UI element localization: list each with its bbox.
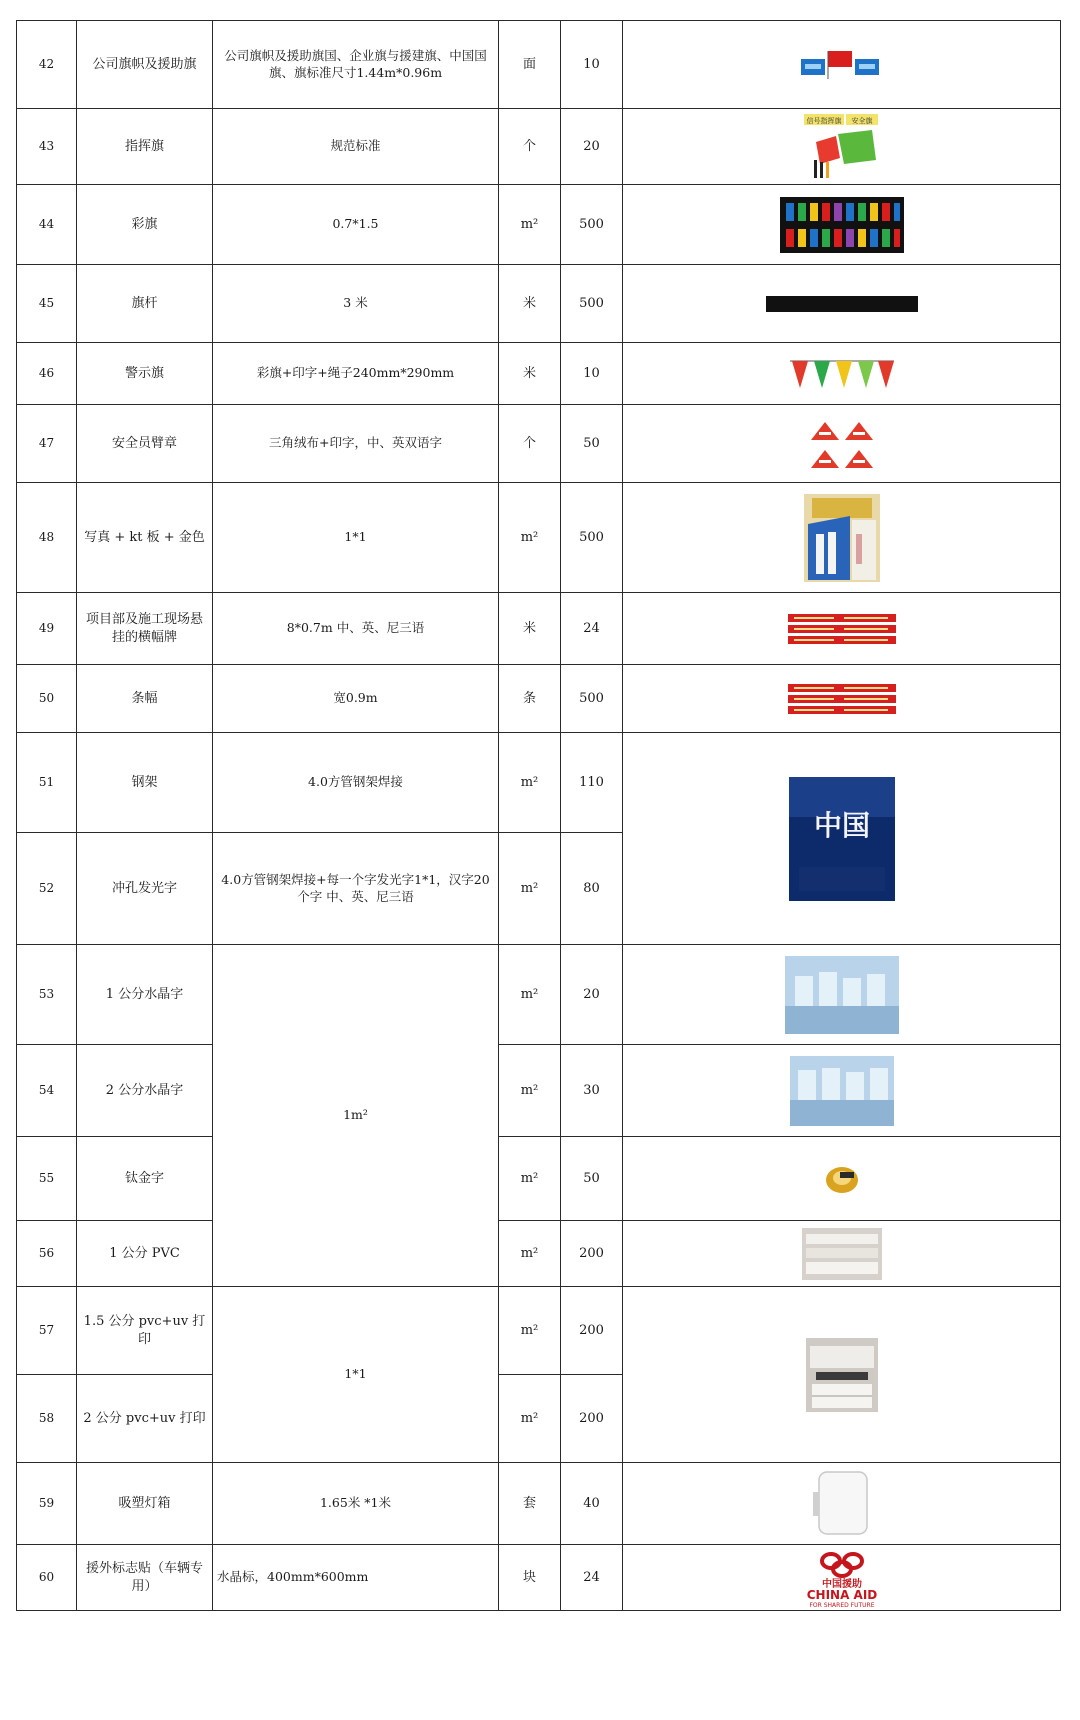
flagpole-image	[766, 294, 918, 314]
table-row	[17, 483, 1061, 593]
item-name: 安全员臂章	[77, 405, 213, 483]
item-unit: 块	[499, 1545, 561, 1611]
armband-image	[807, 414, 877, 474]
item-qty: 10	[561, 343, 623, 405]
uv-printer-image	[806, 1338, 878, 1412]
item-qty: 200	[561, 1287, 623, 1375]
logo-en-text: CHINA AID	[806, 1587, 877, 1602]
table-row	[17, 343, 1061, 405]
table-row	[17, 405, 1061, 483]
item-qty: 110	[561, 733, 623, 833]
item-image-cell	[623, 945, 1061, 1045]
item-name: 旗杆	[77, 265, 213, 343]
table-row	[17, 665, 1061, 733]
item-image-cell	[623, 1287, 1061, 1463]
table-row	[17, 1287, 1061, 1375]
item-spec: 公司旗帜及援助旗国、企业旗与援建旗、中国国旗、旗标准尺寸1.44m*0.96m	[213, 21, 499, 109]
item-name: 1 公分水晶字	[77, 945, 213, 1045]
item-spec: 4.0方管钢架焊接	[213, 733, 499, 833]
item-image-cell	[623, 109, 1061, 185]
row-number: 44	[17, 185, 77, 265]
item-name: 钛金字	[77, 1137, 213, 1221]
item-unit: m²	[499, 1375, 561, 1463]
item-name: 写真 + kt 板 + 金色	[77, 483, 213, 593]
sign-lettering: 中国	[813, 808, 870, 842]
item-spec: 1*1	[213, 1287, 499, 1463]
item-spec: 水晶标，400mm*600mm	[213, 1545, 499, 1611]
item-name: 1.5 公分 pvc+uv 打印	[77, 1287, 213, 1375]
banner-image	[788, 683, 896, 715]
logo-cn-text: 中国援助	[821, 1578, 862, 1590]
row-number: 42	[17, 21, 77, 109]
item-qty: 24	[561, 593, 623, 665]
item-unit: m²	[499, 733, 561, 833]
item-spec: 3 米	[213, 265, 499, 343]
item-unit: m²	[499, 483, 561, 593]
item-name: 彩旗	[77, 185, 213, 265]
item-name: 项目部及施工现场悬挂的横幅牌	[77, 593, 213, 665]
row-number: 55	[17, 1137, 77, 1221]
item-qty: 40	[561, 1463, 623, 1545]
row-number: 56	[17, 1221, 77, 1287]
item-unit: m²	[499, 1287, 561, 1375]
row-number: 57	[17, 1287, 77, 1375]
item-qty: 500	[561, 483, 623, 593]
table-row	[17, 21, 1061, 109]
item-qty: 500	[561, 665, 623, 733]
item-name: 条幅	[77, 665, 213, 733]
item-qty: 10	[561, 21, 623, 109]
item-qty: 500	[561, 185, 623, 265]
item-unit: 个	[499, 109, 561, 185]
item-name: 警示旗	[77, 343, 213, 405]
item-qty: 30	[561, 1045, 623, 1137]
table-row	[17, 185, 1061, 265]
table-row	[17, 1221, 1061, 1287]
row-number: 48	[17, 483, 77, 593]
row-number: 49	[17, 593, 77, 665]
item-image-cell	[623, 1221, 1061, 1287]
item-qty: 500	[561, 265, 623, 343]
item-qty: 24	[561, 1545, 623, 1611]
command-flag-label: 信号指挥旗	[806, 116, 841, 125]
item-unit: m²	[499, 185, 561, 265]
row-number: 50	[17, 665, 77, 733]
table-row	[17, 1463, 1061, 1545]
safety-flag-label: 安全旗	[851, 116, 872, 125]
item-spec: 4.0方管钢架焊接+每一个字发光字1*1，汉字20个字 中、英、尼三语	[213, 833, 499, 945]
item-name: 公司旗帜及援助旗	[77, 21, 213, 109]
row-number: 59	[17, 1463, 77, 1545]
row-number: 45	[17, 265, 77, 343]
item-image-cell	[623, 593, 1061, 665]
item-spec: 1m²	[213, 945, 499, 1287]
table-row	[17, 109, 1061, 185]
item-name: 2 公分水晶字	[77, 1045, 213, 1137]
item-image-cell	[623, 733, 1061, 945]
item-spec: 8*0.7m 中、英、尼三语	[213, 593, 499, 665]
kt-board-image	[804, 494, 880, 582]
titanium-letter-image	[822, 1162, 862, 1196]
item-spec: 0.7*1.5	[213, 185, 499, 265]
item-qty: 20	[561, 109, 623, 185]
item-name: 钢架	[77, 733, 213, 833]
item-unit: 个	[499, 405, 561, 483]
item-unit: 面	[499, 21, 561, 109]
item-spec: 三角绒布+印字，中、英双语字	[213, 405, 499, 483]
banner-image	[788, 613, 896, 645]
item-name: 1 公分 PVC	[77, 1221, 213, 1287]
row-number: 53	[17, 945, 77, 1045]
item-spec: 彩旗+印字+绳子240mm*290mm	[213, 343, 499, 405]
table-row	[17, 1545, 1061, 1611]
item-image-cell	[623, 265, 1061, 343]
item-image-cell	[623, 21, 1061, 109]
item-spec: 1.65米 *1米	[213, 1463, 499, 1545]
row-number: 51	[17, 733, 77, 833]
item-name: 指挥旗	[77, 109, 213, 185]
item-name: 冲孔发光字	[77, 833, 213, 945]
item-image-cell	[623, 1463, 1061, 1545]
item-image-cell	[623, 1137, 1061, 1221]
item-unit: m²	[499, 945, 561, 1045]
item-qty: 200	[561, 1375, 623, 1463]
table-row	[17, 1045, 1061, 1137]
crystal-letters-image	[785, 956, 899, 1034]
equipment-table	[16, 20, 1061, 1611]
row-number: 46	[17, 343, 77, 405]
item-name: 吸塑灯箱	[77, 1463, 213, 1545]
item-spec: 1*1	[213, 483, 499, 593]
row-number: 60	[17, 1545, 77, 1611]
item-unit: 米	[499, 343, 561, 405]
row-number: 54	[17, 1045, 77, 1137]
item-unit: 套	[499, 1463, 561, 1545]
item-image-cell	[623, 185, 1061, 265]
item-unit: m²	[499, 833, 561, 945]
equipment-table-sheet	[16, 20, 1060, 1710]
item-unit: 米	[499, 265, 561, 343]
item-image-cell	[623, 405, 1061, 483]
item-unit: m²	[499, 1221, 561, 1287]
item-qty: 80	[561, 833, 623, 945]
item-unit: m²	[499, 1137, 561, 1221]
logo-tagline: FOR SHARED FUTURE	[808, 1601, 875, 1609]
item-qty: 200	[561, 1221, 623, 1287]
table-row	[17, 1137, 1061, 1221]
table-row	[17, 265, 1061, 343]
item-qty: 20	[561, 945, 623, 1045]
table-row	[17, 945, 1061, 1045]
item-image-cell	[623, 665, 1061, 733]
item-name: 援外标志贴（车辆专用）	[77, 1545, 213, 1611]
item-spec: 宽0.9m	[213, 665, 499, 733]
item-spec: 规范标准	[213, 109, 499, 185]
flags-image	[797, 45, 887, 85]
table-row	[17, 733, 1061, 833]
row-number: 58	[17, 1375, 77, 1463]
pvc-sheets-image	[802, 1228, 882, 1280]
item-qty: 50	[561, 1137, 623, 1221]
table-row	[17, 593, 1061, 665]
row-number: 52	[17, 833, 77, 945]
china-aid-logo-image	[787, 1547, 897, 1609]
command-flag-image	[802, 112, 882, 182]
lit-sign-image	[789, 777, 895, 901]
crystal-letters-image	[790, 1056, 894, 1126]
warning-flags-image	[790, 358, 894, 390]
row-number: 43	[17, 109, 77, 185]
item-image-cell	[623, 483, 1061, 593]
color-flags-image	[780, 197, 904, 253]
item-image-cell	[623, 343, 1061, 405]
item-image-cell	[623, 1045, 1061, 1137]
item-qty: 50	[561, 405, 623, 483]
item-unit: 米	[499, 593, 561, 665]
item-image-cell	[623, 1545, 1061, 1611]
item-name: 2 公分 pvc+uv 打印	[77, 1375, 213, 1463]
lightbox-image	[811, 1468, 873, 1540]
item-unit: m²	[499, 1045, 561, 1137]
row-number: 47	[17, 405, 77, 483]
item-unit: 条	[499, 665, 561, 733]
